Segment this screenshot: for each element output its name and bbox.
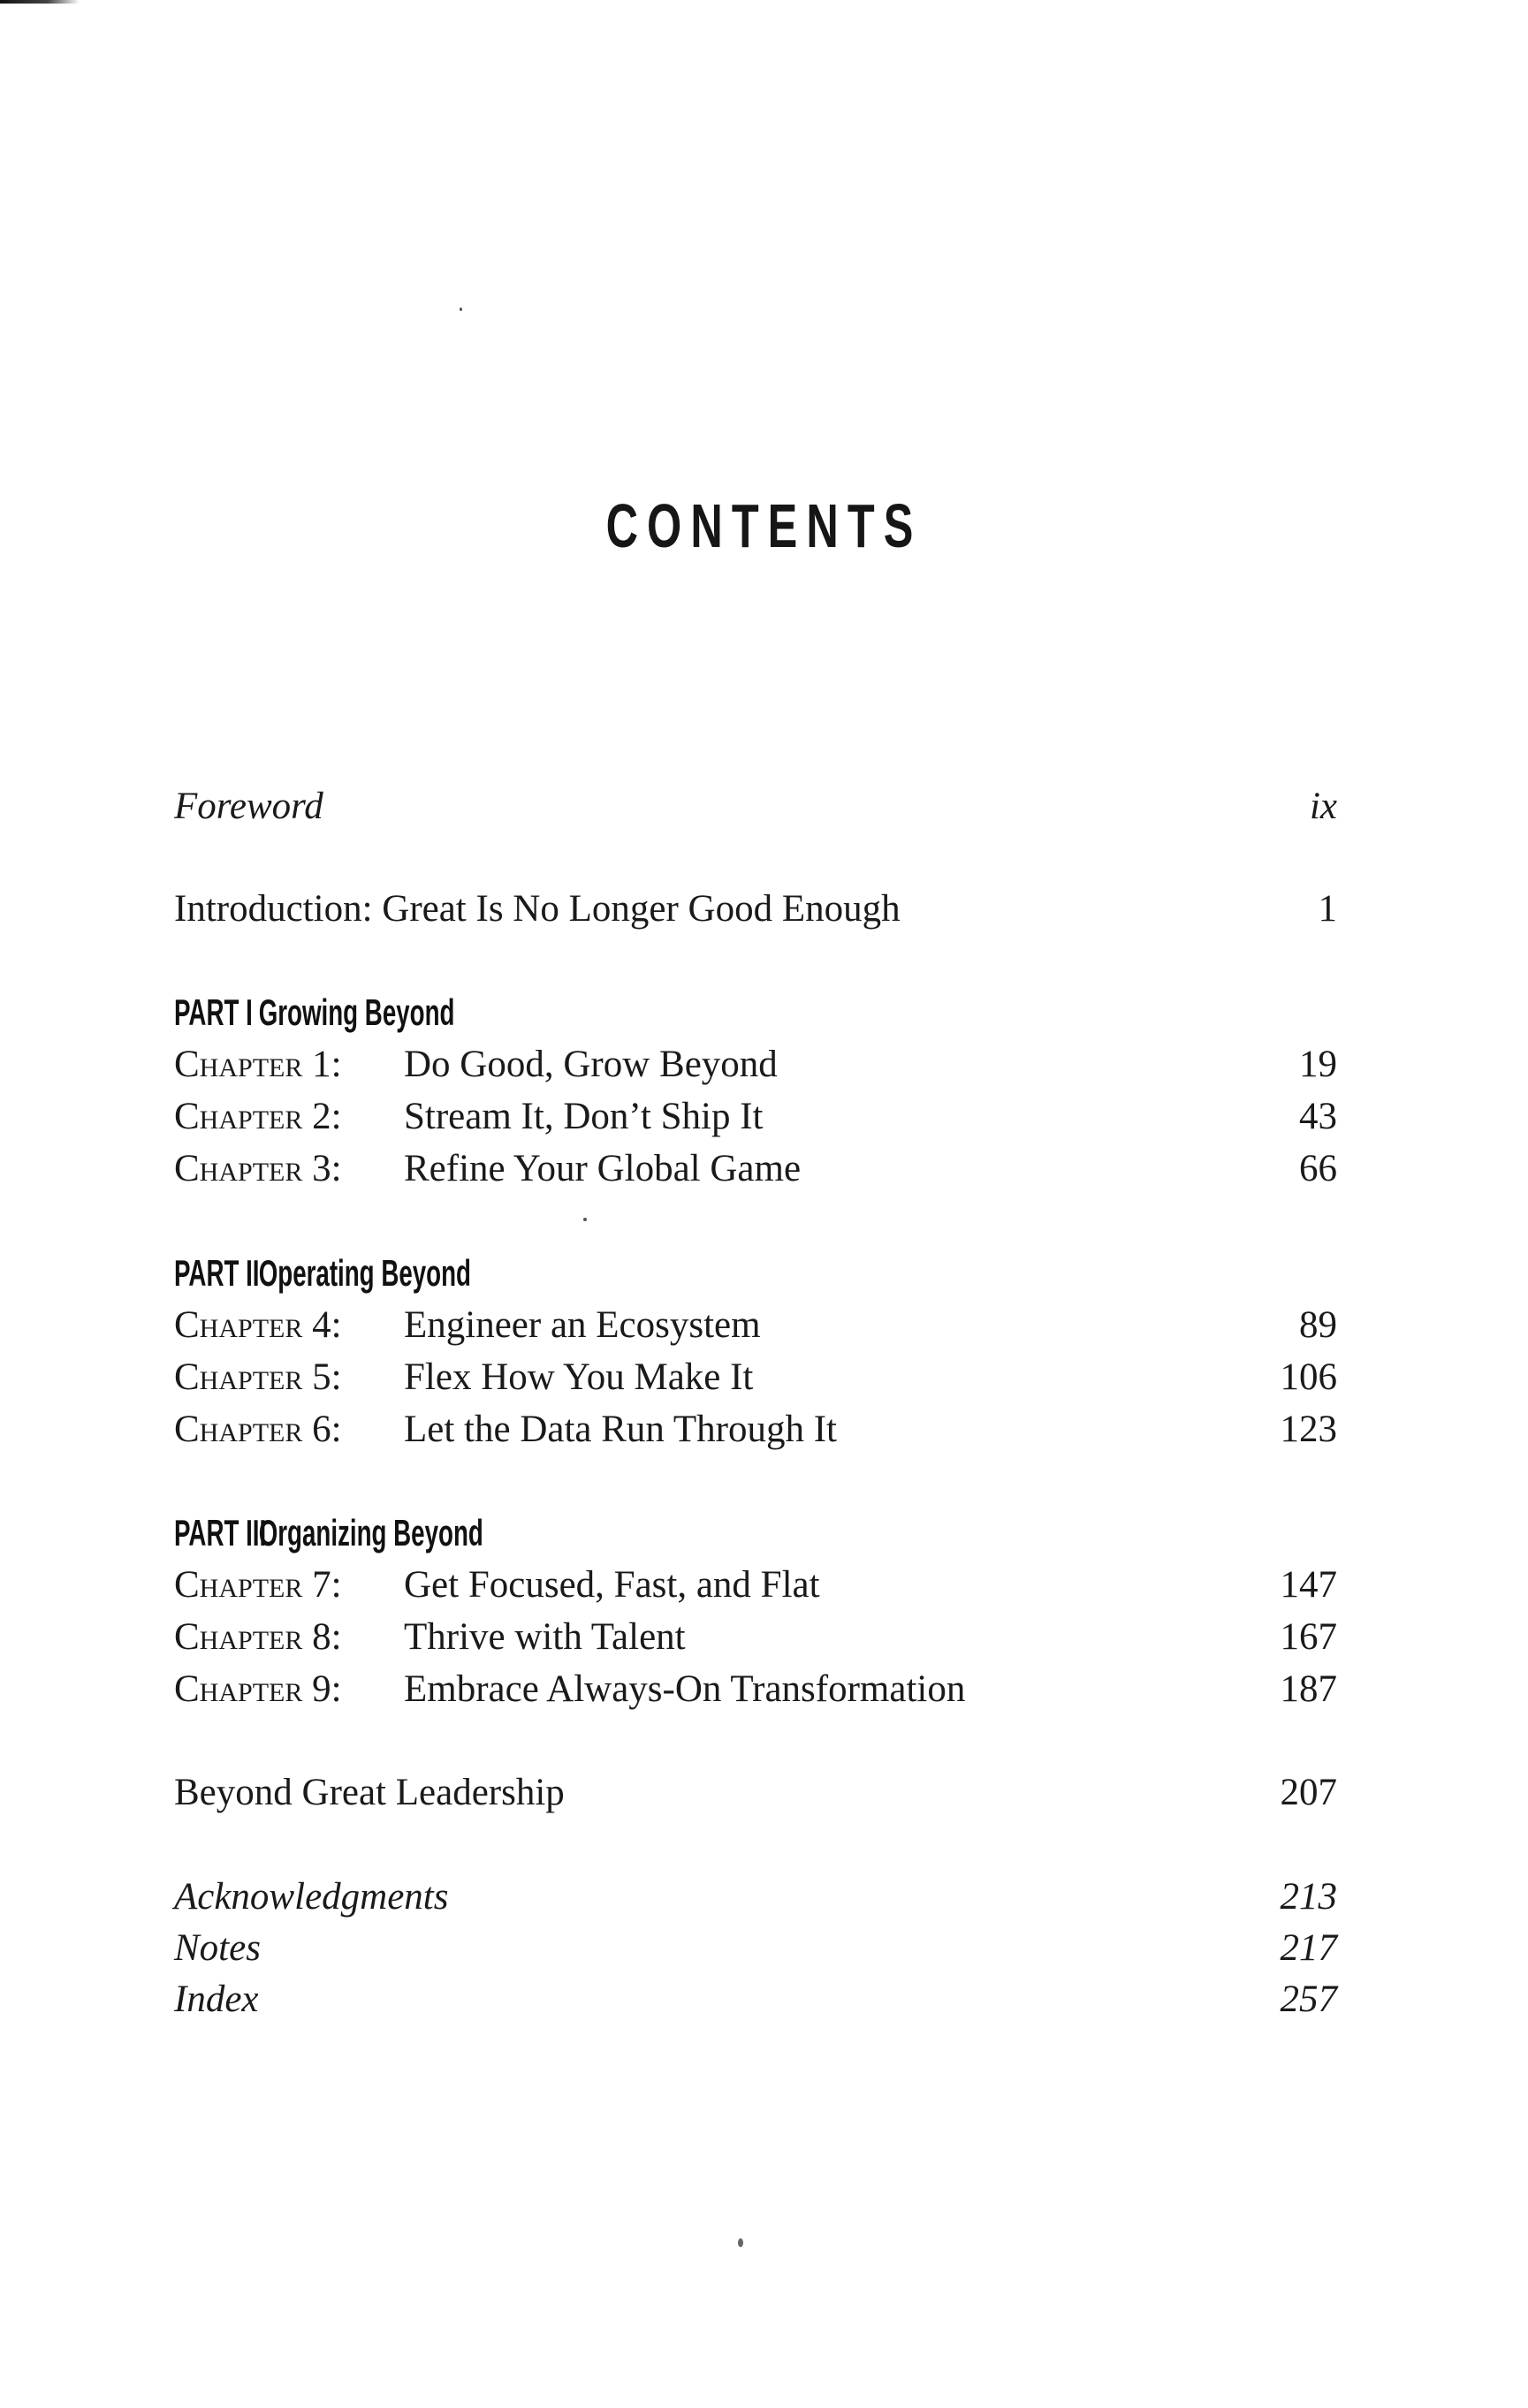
chapter-prefix: Chapter 4: xyxy=(174,1304,342,1346)
chapter-title: Embrace Always-On Transformation xyxy=(404,1668,966,1710)
chapter-prefix: Chapter 6: xyxy=(174,1409,342,1450)
part-number: PART I xyxy=(174,991,253,1033)
chapter-prefix: Chapter 8: xyxy=(174,1616,342,1658)
toc-entry-page: 257 xyxy=(1280,1979,1337,2020)
toc-entry-page: 106 xyxy=(1280,1356,1337,1398)
toc-entry-label: Acknowledgments xyxy=(174,1876,449,1918)
toc-entry-chapter-5[interactable] xyxy=(174,1352,1337,1403)
toc-entry-label: Index xyxy=(174,1979,259,2020)
toc-entry-page: 1 xyxy=(1318,888,1337,930)
toc-entry-page: ix xyxy=(1309,786,1337,827)
toc-entry-page: 187 xyxy=(1280,1668,1337,1710)
toc-entry-page: 167 xyxy=(1280,1616,1337,1658)
part-number: PART II xyxy=(174,1252,260,1294)
toc-entry-foreword[interactable] xyxy=(174,781,1337,832)
part-title: Growing Beyond xyxy=(258,991,455,1033)
chapter-title: Stream It, Don’t Ship It xyxy=(404,1096,764,1137)
toc-entry-page: 89 xyxy=(1299,1304,1337,1346)
chapter-title: Thrive with Talent xyxy=(404,1616,686,1658)
part-heading-3 xyxy=(174,1507,483,1560)
scan-speck xyxy=(583,1218,587,1221)
toc-entry-chapter-1[interactable] xyxy=(174,1039,1337,1090)
toc-entry-label: Notes xyxy=(174,1927,261,1969)
chapter-prefix: Chapter 7: xyxy=(174,1564,342,1606)
toc-entry-page: 19 xyxy=(1299,1044,1337,1085)
chapter-title: Get Focused, Fast, and Flat xyxy=(404,1564,820,1606)
chapter-title: Do Good, Grow Beyond xyxy=(404,1044,778,1085)
chapter-prefix: Chapter 1: xyxy=(174,1044,342,1085)
toc-entry-closing[interactable] xyxy=(174,1767,1337,1819)
part-title: Operating Beyond xyxy=(258,1252,471,1294)
toc-entry-notes[interactable] xyxy=(174,1923,1337,1974)
chapter-prefix: Chapter 5: xyxy=(174,1356,342,1398)
part-number: PART III xyxy=(174,1512,267,1553)
page-title: CONTENTS xyxy=(605,491,923,560)
chapter-title: Engineer an Ecosystem xyxy=(404,1304,761,1346)
scan-speck xyxy=(460,308,462,311)
toc-entry-chapter-8[interactable] xyxy=(174,1612,1337,1663)
toc-entry-page: 213 xyxy=(1280,1876,1337,1918)
part-heading-1 xyxy=(174,986,454,1039)
toc-entry-acknowledgments[interactable] xyxy=(174,1872,1337,1923)
chapter-title: Flex How You Make It xyxy=(404,1356,754,1398)
chapter-title: Refine Your Global Game xyxy=(404,1148,802,1189)
toc-entry-introduction[interactable] xyxy=(174,884,1337,935)
toc-entry-page: 207 xyxy=(1280,1772,1337,1813)
chapter-title: Let the Data Run Through It xyxy=(404,1409,838,1450)
chapter-prefix: Chapter 3: xyxy=(174,1148,342,1189)
toc-entry-chapter-6[interactable] xyxy=(174,1404,1337,1455)
toc-entry-page: 43 xyxy=(1299,1096,1337,1137)
toc-entry-label: Beyond Great Leadership xyxy=(174,1772,565,1813)
toc-entry-chapter-7[interactable] xyxy=(174,1560,1337,1611)
toc-entry-chapter-3[interactable] xyxy=(174,1143,1337,1195)
toc-entry-page: 147 xyxy=(1280,1564,1337,1606)
toc-entry-label: Introduction: Great Is No Longer Good Enough xyxy=(174,888,901,930)
part-title: Organizing Beyond xyxy=(258,1512,483,1553)
scan-edge-mark xyxy=(0,0,80,4)
toc-entry-chapter-4[interactable] xyxy=(174,1300,1337,1351)
chapter-prefix: Chapter 2: xyxy=(174,1096,342,1137)
chapter-prefix: Chapter 9: xyxy=(174,1668,342,1710)
toc-entry-label: Foreword xyxy=(174,786,323,827)
toc-entry-page: 66 xyxy=(1299,1148,1337,1189)
toc-entry-chapter-9[interactable] xyxy=(174,1664,1337,1715)
toc-entry-page: 123 xyxy=(1280,1409,1337,1450)
toc-entry-index[interactable] xyxy=(174,1974,1337,2025)
toc-entry-chapter-2[interactable] xyxy=(174,1091,1337,1143)
toc-entry-page: 217 xyxy=(1280,1927,1337,1969)
scan-speck xyxy=(738,2238,743,2247)
part-heading-2 xyxy=(174,1247,471,1300)
